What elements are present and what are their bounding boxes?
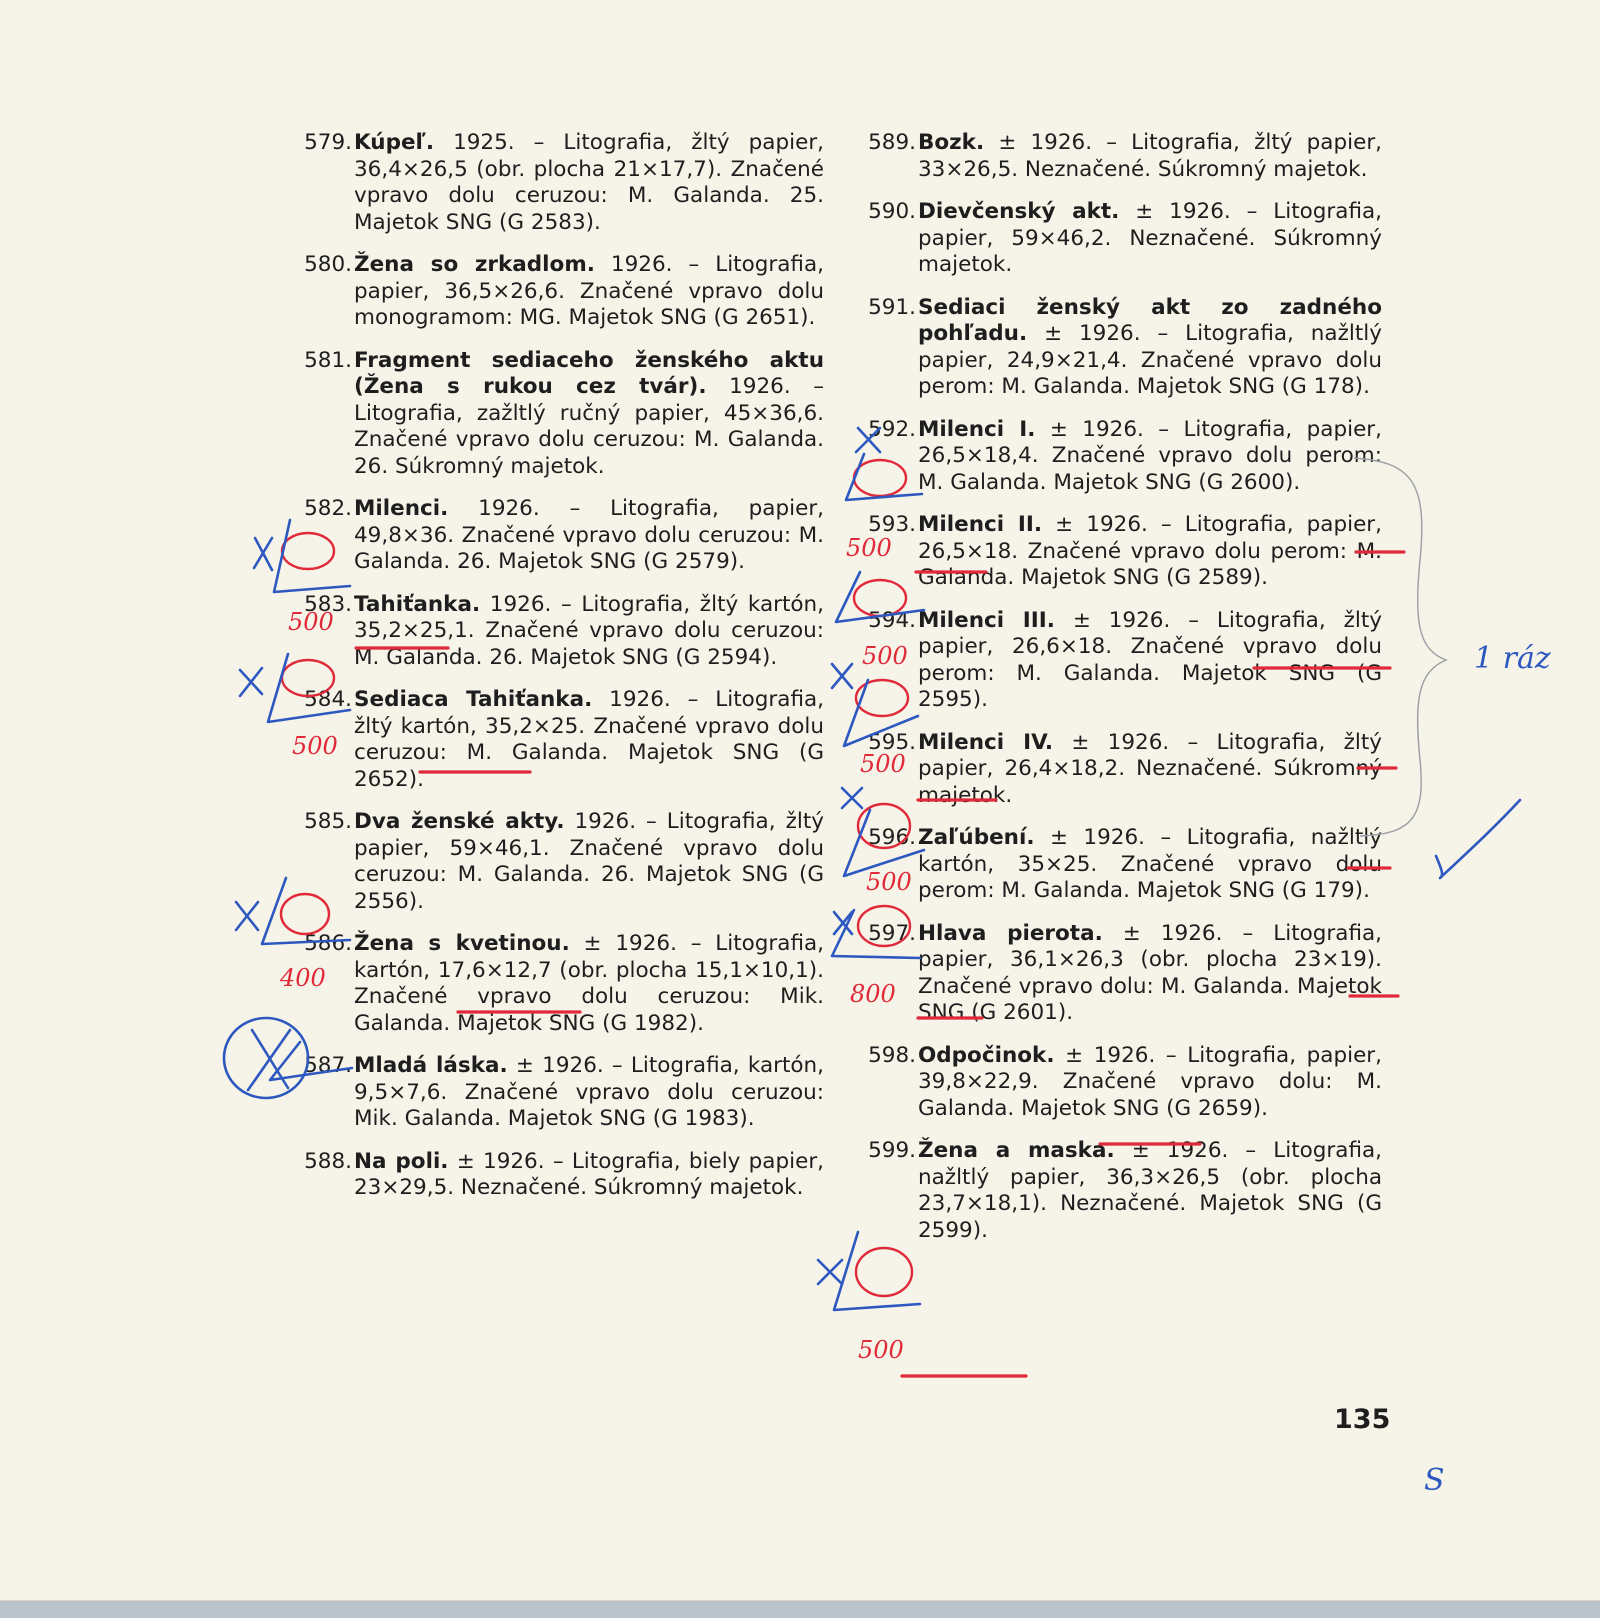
price-mark: 500 <box>288 608 334 636</box>
entry-text: 1926. – Litografia, žltý papier, 59×46,1. Značené vpravo dolu ceruzou: M. Galanda. 26. Majetok SNG (G 2556). <box>354 809 824 914</box>
catalog-entry-592 <box>860 417 1382 497</box>
entry-text: ± 1926. – Litografia, papier, 26,5×18,4. Značené vpravo dolu perom: M. Galanda. Majetok SNG (G 2600). <box>918 416 1382 495</box>
catalog-entry-583 <box>296 592 824 672</box>
entry-text: ± 1926. – Litografia, papier, 36,1×26,3 (obr. plocha 23×19). Značené vpravo dolu: M. Galanda. Majetok SNG (G 2601). <box>918 920 1382 1025</box>
entry-text: ± 1926. – Litografia, žltý papier, 26,4×18,2. Neznačené. Súkromný majetok. <box>918 729 1382 808</box>
entry-number: 596. <box>868 825 916 850</box>
entry-number: 585. <box>304 809 352 834</box>
entry-text: ± 1926. – Litografia, kartón, 17,6×12,7 (obr. plocha 15,1×10,1). Značené vpravo dolu ceruzou: Mik. Galanda. Majetok SNG (G 1982). <box>354 931 824 1036</box>
entry-number: 592. <box>868 416 916 442</box>
entry-number: 586. <box>304 931 352 956</box>
entry-title: Žena s kvetinou. <box>354 931 570 956</box>
entry-text: ± 1926. – Litografia, žltý papier, 33×26,5. Neznačené. Súkromný majetok. <box>918 130 1382 182</box>
entry-number: 590. <box>868 199 916 224</box>
catalog-entry-586 <box>296 931 824 1037</box>
entry-number: 589. <box>868 130 916 155</box>
entry-text: ± 1926. – Litografia, papier, 59×46,2. Neznačené. Súkromný majetok. <box>918 199 1382 277</box>
entry-number: 598. <box>868 1042 916 1068</box>
entry-text: 1926. – Litografia, žltý kartón, 35,2×25. Značené vpravo dolu ceruzou: M. Galanda. Majetok SNG (G 2652). <box>354 687 824 792</box>
catalog-entry-598 <box>860 1043 1382 1123</box>
entry-title: Bozk. <box>918 130 985 155</box>
entry-text: ± 1926. – Litografia, kartón, 9,5×7,6. Značené vpravo dolu ceruzou: Mik. Galanda. Majetok SNG (G 1983). <box>354 1053 824 1131</box>
catalog-entry-584 <box>296 687 824 793</box>
catalog-entry-580 <box>296 252 824 332</box>
entry-text: ± 1926. – Litografia, papier, 26,5×18. Značené vpravo dolu perom: M. Galanda. Majetok SNG (G 2589). <box>918 512 1382 590</box>
catalog-column-right <box>860 130 1382 1260</box>
entry-title: Milenci II. <box>918 512 1043 537</box>
corner-mark: S <box>1424 1463 1445 1498</box>
entry-text: ± 1926. – Litografia, nažltlý papier, 36,3×26,5 (obr. plocha 23,7×18,1). Neznačené. Majetok SNG (G 2599). <box>918 1138 1382 1243</box>
catalog-entry-588 <box>296 1149 824 1202</box>
entry-number: 587. <box>304 1053 352 1078</box>
entry-title: Dievčenský akt. <box>918 199 1120 224</box>
entry-text: 1926. – Litografia, papier, 49,8×36. Značené vpravo dolu ceruzou: M. Galanda. 26. Majetok SNG (G 2579). <box>354 496 824 574</box>
catalog-entry-597 <box>860 921 1382 1027</box>
page-number: 135 <box>1334 1404 1391 1435</box>
entry-title: Tahiťanka. <box>354 591 481 617</box>
margin-note: 1 ráz <box>1474 641 1551 676</box>
entry-title: Žena so zrkadlom. <box>354 252 595 277</box>
entry-number: 584. <box>304 687 352 712</box>
entry-text: 1926. – Litografia, papier, 36,5×26,6. Značené vpravo dolu monogramom: MG. Majetok SNG (G 2651). <box>354 252 824 330</box>
catalog-column-left <box>296 130 824 1218</box>
entry-title: Milenci. <box>354 496 449 521</box>
catalog-entry-599 <box>860 1138 1382 1244</box>
price-mark: 500 <box>292 732 338 760</box>
entry-text: ± 1926. – Litografia, nažltlý papier, 24,9×21,4. Značené vpravo dolu perom: M. Galanda. Majetok SNG (G 178). <box>918 321 1382 399</box>
entry-text: ± 1926. – Litografia, nažltlý kartón, 35×25. Značené vpravo dolu perom: M. Galanda. Majetok SNG (G 179). <box>918 825 1382 903</box>
price-mark: 500 <box>858 1336 904 1364</box>
catalog-entry-595 <box>860 730 1382 810</box>
price-mark: 800 <box>850 980 896 1008</box>
catalog-entry-581 <box>296 348 824 481</box>
entry-title: Dva ženské akty. <box>354 809 565 834</box>
entry-number: 583. <box>304 591 352 617</box>
entry-text: 1926. – Litografia, žltý kartón, 35,2×25,1. Značené vpravo dolu ceruzou: M. Galanda. 26. Majetok SNG (G 2594). <box>354 591 824 670</box>
entry-number: 581. <box>304 347 352 373</box>
entry-number: 599. <box>868 1138 916 1163</box>
entry-number: 595. <box>868 729 916 755</box>
entry-number: 580. <box>304 252 352 277</box>
entry-number: 597. <box>868 920 916 946</box>
entry-number: 593. <box>868 512 916 537</box>
entry-title: Sediaca Tahiťanka. <box>354 687 593 712</box>
entry-text: ± 1926. – Litografia, biely papier, 23×29,5. Neznačené. Súkromný majetok. <box>354 1148 824 1200</box>
price-mark: 500 <box>866 868 912 896</box>
catalog-entry-596 <box>860 825 1382 905</box>
entry-number: 579. <box>304 130 352 155</box>
catalog-entry-582 <box>296 496 824 576</box>
entry-title: Milenci III. <box>918 607 1055 633</box>
entry-title: Zaľúbení. <box>918 825 1035 850</box>
entry-text: 1925. – Litografia, žltý papier, 36,4×26,5 (obr. plocha 21×17,7). Značené vpravo dolu ceruzou: M. Galanda. 25. Majetok SNG (G 2583). <box>354 130 824 235</box>
entry-text: ± 1926. – Litografia, žltý papier, 26,6×18. Značené vpravo dolu perom: M. Galanda. Majetok SNG (G 2595). <box>918 607 1382 712</box>
entry-title: Hlava pierota. <box>918 920 1103 946</box>
price-mark: 500 <box>860 750 906 778</box>
catalog-entry-589 <box>860 130 1382 183</box>
entry-title: Žena a maska. <box>918 1138 1115 1163</box>
entry-title: Fragment sediaceho ženského aktu (Žena s rukou cez tvár). <box>354 347 824 399</box>
price-mark: 500 <box>862 642 908 670</box>
entry-text: ± 1926. – Litografia, papier, 39,8×22,9. Značené vpravo dolu: M. Galanda. Majetok SNG (G 2659). <box>918 1042 1382 1121</box>
catalog-entry-587 <box>296 1053 824 1133</box>
entry-number: 588. <box>304 1148 352 1174</box>
entry-number: 591. <box>868 294 916 320</box>
price-mark: 500 <box>846 534 892 562</box>
entry-title: Sediaci ženský akt zo zadného pohľadu. <box>918 294 1382 346</box>
entry-title: Odpočinok. <box>918 1042 1055 1068</box>
catalog-entry-590 <box>860 199 1382 279</box>
entry-text: 1926. – Litografia, zažltlý ručný papier, 45×36,6. Značené vpravo dolu ceruzou: M. Galanda. 26. Súkromný majetok. <box>354 374 824 479</box>
entry-title: Mladá láska. <box>354 1053 508 1078</box>
catalog-entry-593 <box>860 512 1382 592</box>
entry-title: Kúpeľ. <box>354 130 435 155</box>
entry-number: 582. <box>304 496 352 521</box>
entry-number: 594. <box>868 607 916 633</box>
price-mark: 400 <box>280 964 326 992</box>
catalog-entry-591 <box>860 295 1382 401</box>
entry-title: Milenci I. <box>918 416 1036 442</box>
catalog-entry-579 <box>296 130 824 236</box>
entry-title: Na poli. <box>354 1148 449 1174</box>
catalog-entry-585 <box>296 809 824 915</box>
entry-title: Milenci IV. <box>918 729 1054 755</box>
catalog-entry-594 <box>860 608 1382 714</box>
